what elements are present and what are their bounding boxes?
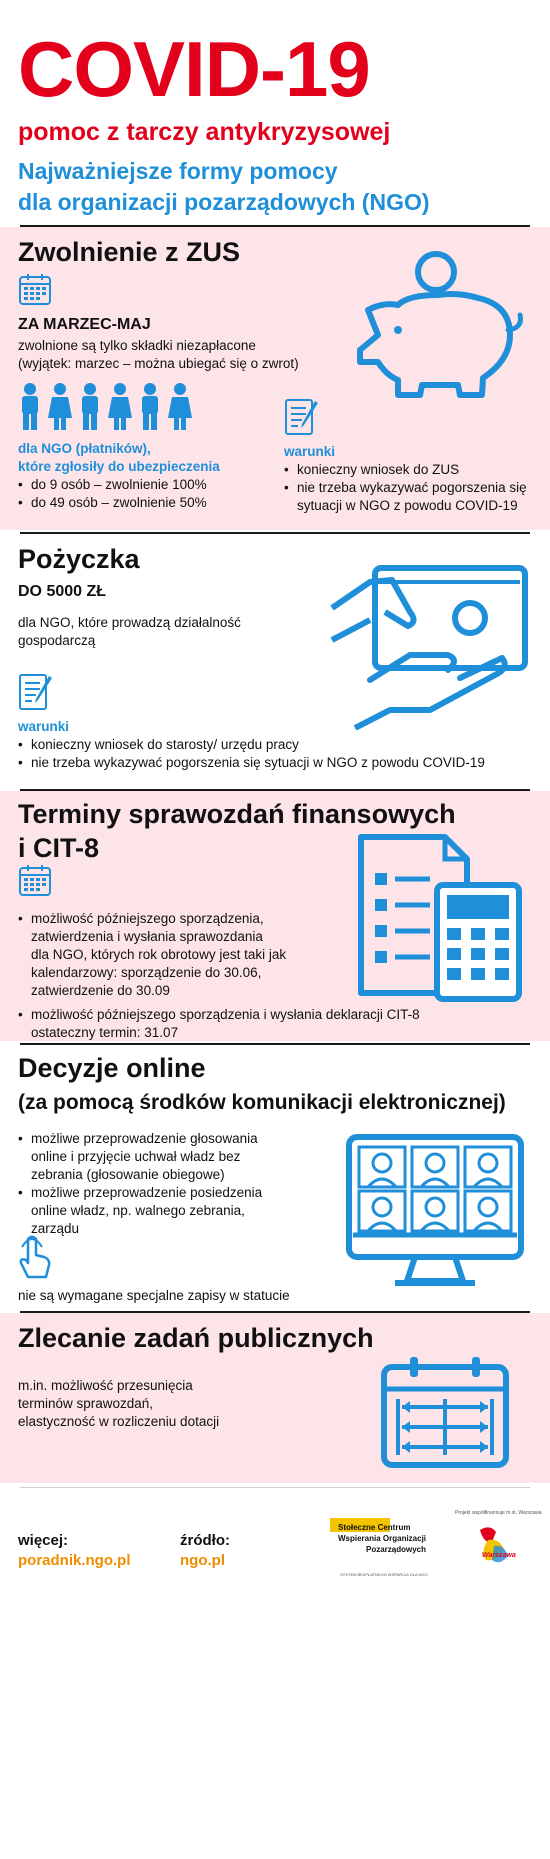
report-item-2-desc: ostateczny termin: 31.07	[31, 1025, 179, 1040]
piggy-bank-icon	[338, 250, 533, 400]
zus-limits-list	[18, 476, 268, 512]
calendar-icon	[18, 272, 52, 306]
lead-line-1: Najważniejsze formy pomocy	[18, 158, 338, 184]
online-subtitle: (za pomocą środków komunikacji elektronicznej)	[18, 1091, 506, 1114]
list-item: • do 9 osób – zwolnienie 100%	[18, 476, 268, 494]
zus-period: ZA MARZEC-MAJ	[18, 316, 151, 333]
main-subtitle: pomoc z tarczy antykryzysowej	[18, 118, 391, 146]
list-item: • konieczny wniosek do starosty/ urzędu pracy	[18, 736, 538, 754]
list-item: • możliwość późniejszego sporządzenia i wysłania deklaracji CIT-8	[18, 1006, 538, 1024]
divider	[20, 1043, 530, 1045]
online-title: Decyzje online	[18, 1053, 206, 1083]
source-link[interactable]: ngo.pl	[180, 1552, 225, 1569]
source-label: źródło:	[180, 1532, 230, 1549]
loan-desc: dla NGO, które prowadzą działalność gospodarczą	[18, 615, 241, 648]
logo-line-3: Pozarządowych	[366, 1545, 427, 1554]
report-item-1-desc: dla NGO, których rok obrotowy jest taki jak kalendarzowy: sporządzenie do 30.06, zatwierdzenie do 30.09	[31, 947, 287, 998]
lead-line-2: dla organizacji pozarządowych (NGO)	[18, 189, 430, 215]
calendar-icon	[18, 863, 52, 897]
zus-desc-1: zwolnione są tylko składki niezapłacone	[18, 338, 256, 353]
people-icons	[18, 382, 198, 432]
reports-title-1: Terminy sprawozdań finansowych	[18, 799, 456, 829]
calendar-arrows-icon	[380, 1355, 510, 1470]
warsaw-logo-text: Warszawa	[482, 1552, 516, 1559]
monitor-video-call-icon	[345, 1133, 525, 1293]
list-item	[18, 910, 308, 946]
online-list	[18, 1130, 288, 1238]
zus-who-1: dla NGO (płatników),	[18, 441, 151, 456]
hand-pointer-icon	[18, 1235, 54, 1279]
logo-line-1: Stołeczne Centrum	[338, 1523, 411, 1532]
zus-who-2: które zgłosiły do ubezpieczenia	[18, 459, 220, 474]
online-note: nie są wymagane specjalne zapisy w statucie	[18, 1288, 290, 1303]
list-item: • możliwe przeprowadzenie głosowania online i przyjęcie uchwał władz bez zebrania (głosowanie obiegowe)	[18, 1130, 288, 1184]
partner-note: Projekt współfinansuje m.st. Warszawa	[455, 1510, 542, 1516]
more-label: więcej:	[18, 1532, 69, 1549]
divider	[20, 1487, 530, 1488]
list-item: • konieczny wniosek do ZUS	[284, 461, 534, 479]
loan-title: Pożyczka	[18, 544, 140, 574]
divider	[20, 532, 530, 534]
list-item: • do 49 osób – zwolnienie 50%	[18, 494, 268, 512]
document-calculator-icon	[355, 833, 525, 1003]
zus-title: Zwolnienie z ZUS	[18, 237, 241, 267]
loan-amount: DO 5000 ZŁ	[18, 583, 107, 600]
more-link[interactable]: poradnik.ngo.pl	[18, 1552, 131, 1569]
reports-list-1	[18, 910, 308, 946]
hand-money-icon	[330, 560, 535, 730]
public-tasks-desc: m.in. możliwość przesunięcia terminów sprawozdań, elastyczność w rozliczeniu dotacji	[18, 1378, 220, 1429]
document-pen-icon	[18, 672, 54, 712]
reports-list-2	[18, 1006, 538, 1024]
report-item-1-line2: zatwierdzenia i wysłania sprawozdania	[31, 929, 263, 944]
zus-desc-2: (wyjątek: marzec – można ubiegać się o zwrot)	[18, 356, 299, 371]
report-item-1-line1: możliwość późniejszego sporządzenia,	[31, 911, 264, 926]
loan-cond-label: warunki	[18, 719, 70, 734]
public-tasks-title: Zlecanie zadań publicznych	[18, 1323, 374, 1353]
logo-small-text: SYSTEM BEZPŁATNEGO WSPARCIA DLA NGO	[340, 1572, 428, 1577]
reports-title-2: i CIT-8	[18, 833, 100, 863]
list-item: • nie trzeba wykazywać pogorszenia się sytuacji w NGO z powodu COVID-19	[18, 754, 538, 772]
logo-line-2: Wspierania Organizacji	[338, 1534, 427, 1543]
main-title: COVID-19	[18, 25, 370, 113]
loan-conditions-list	[18, 736, 538, 772]
list-item: • możliwe przeprowadzenie posiedzenia online władz, np. walnego zebrania, zarządu	[18, 1184, 288, 1238]
zus-conditions-list	[284, 461, 534, 515]
list-item: • nie trzeba wykazywać pogorszenia się sytuacji w NGO z powodu COVID-19	[284, 479, 534, 515]
document-pen-icon	[284, 397, 320, 437]
warsaw-logo	[470, 1522, 520, 1572]
zus-cond-label: warunki	[284, 444, 336, 459]
